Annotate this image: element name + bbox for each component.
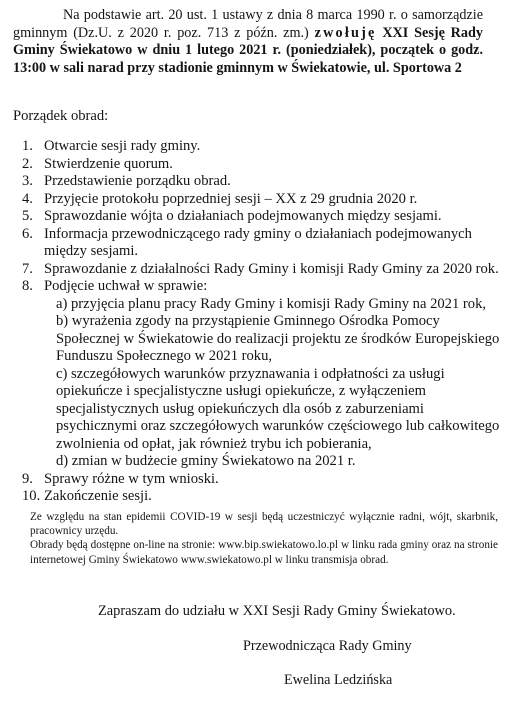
agenda-heading: Porządek obrad:: [13, 108, 109, 124]
intro-legal-basis: Na podstawie art. 20 ust. 1 ustawy z dnia 8 marca 1990 r. o samorządzie gminnym (Dz.U. z 2020 r. poz. 713 z późn. zm.): [13, 7, 483, 41]
agenda-item: 3. Przedstawienie porządku obrad.: [22, 173, 231, 189]
resolution-item: a) przyjęcia planu pracy Rady Gminy i komisji Rady Gminy na 2021 rok,: [56, 295, 487, 312]
intro-convene: zwołuję: [314, 24, 377, 41]
signature-title: Przewodnicząca Rady Gminy: [243, 638, 412, 654]
agenda-item: 2. Stwierdzenie quorum.: [22, 155, 173, 172]
resolution-item: c) szczegółowych warunków przyznawania i odpłatności za usługi opiekuńcze i specjalistyczne usługi opiekuńcze, z wyłączeniem specjalistycznych usług opiekuńczych dla osób z zaburzeniami psychicznymi oraz szczegółowych warunków częściowego lub całkowitego zwolnienia od opłat, jak również trybu ich pobierania,: [56, 365, 500, 452]
resolution-item: b) wyrażenia zgody na przystąpienie Gminnego Ośrodka Pomocy Społecznej w Świekatowie do realizacji projektu ze środków Europejskiego Funduszu Społecznego w 2021 roku,: [56, 313, 500, 364]
agenda-item: 5. Sprawozdanie wójta o działaniach podejmowanych między sesjami.: [22, 208, 442, 224]
agenda-list: [22, 138, 502, 506]
signature-name: Ewelina Ledzińska: [284, 672, 393, 688]
agenda-item: 9. Sprawy różne w tym wnioski.: [22, 470, 219, 487]
agenda-item: 7. Sprawozdanie z działalności Rady Gminy i komisji Rady Gminy za 2020 rok.: [22, 260, 499, 277]
resolutions-list: [44, 296, 502, 471]
intro-paragraph: [13, 7, 483, 77]
agenda-item: 1. Otwarcie sesji rady gminy.: [22, 138, 201, 154]
note-online: Obrady będą dostępne on-line na stronie: www.bip.swiekatowo.lo.pl w linku rada gminy oraz na stronie internetowej Gminy Świekatowo www.swiekatowo.pl w linku transmisja obrad.: [30, 539, 498, 566]
intro-session-details: XXI Sesję Rady Gminy Świekatowo w dniu 1 lutego 2021 r. (poniedziałek), początek o godz. 13:00 w sali narad przy stadionie gminnym w Świekatowie, ul. Sportowa 2: [13, 24, 483, 76]
agenda-item: 4. Przyjęcie protokołu poprzedniej sesji – XX z 29 grudnia 2020 r.: [22, 190, 418, 207]
agenda-item: 8. Podjęcie uchwał w sprawie: a) przyjęcia planu pracy Rady Gminy i komisji Rady Gminy na 2021 rok, b) wyrażenia zgody na przystąpienie Gminnego Ośrodka Pomocy Społecznej w Świekatowie do realizacji projektu ze środków Europejskiego Funduszu Społecznego w 2021 roku, c) szczegółowych warunków przyznawania i odpłatności za usługi opiekuńcze i specjalistyczne usługi opiekuńcze, z wyłączeniem specjalistycznych usług opiekuńczych dla osób z zaburzeniami psychicznymi oraz szczegółowych warunków częściowego lub całkowitego zwolnienia od opłat, jak również trybu ich pobierania, d) zmian w budżecie gminy Świekatowo na 2021 r.: [22, 278, 502, 471]
resolution-item: d) zmian w budżecie gminy Świekatowo na 2021 r.: [56, 453, 356, 469]
closing-invitation: Zapraszam do udziału w XXI Sesji Rady Gminy Świekatowo.: [98, 603, 456, 619]
notes-block: [30, 510, 498, 567]
note-covid: Ze względu na stan epidemii COVID-19 w sesji będą uczestniczyć wyłącznie radni, wójt, skarbnik, pracownicy urzędu.: [30, 511, 498, 538]
agenda-item: 10. Zakończenie sesji.: [22, 488, 152, 504]
agenda-item: 6. Informacja przewodniczącego rady gminy o działaniach podejmowanych między sesjami.: [22, 225, 472, 259]
